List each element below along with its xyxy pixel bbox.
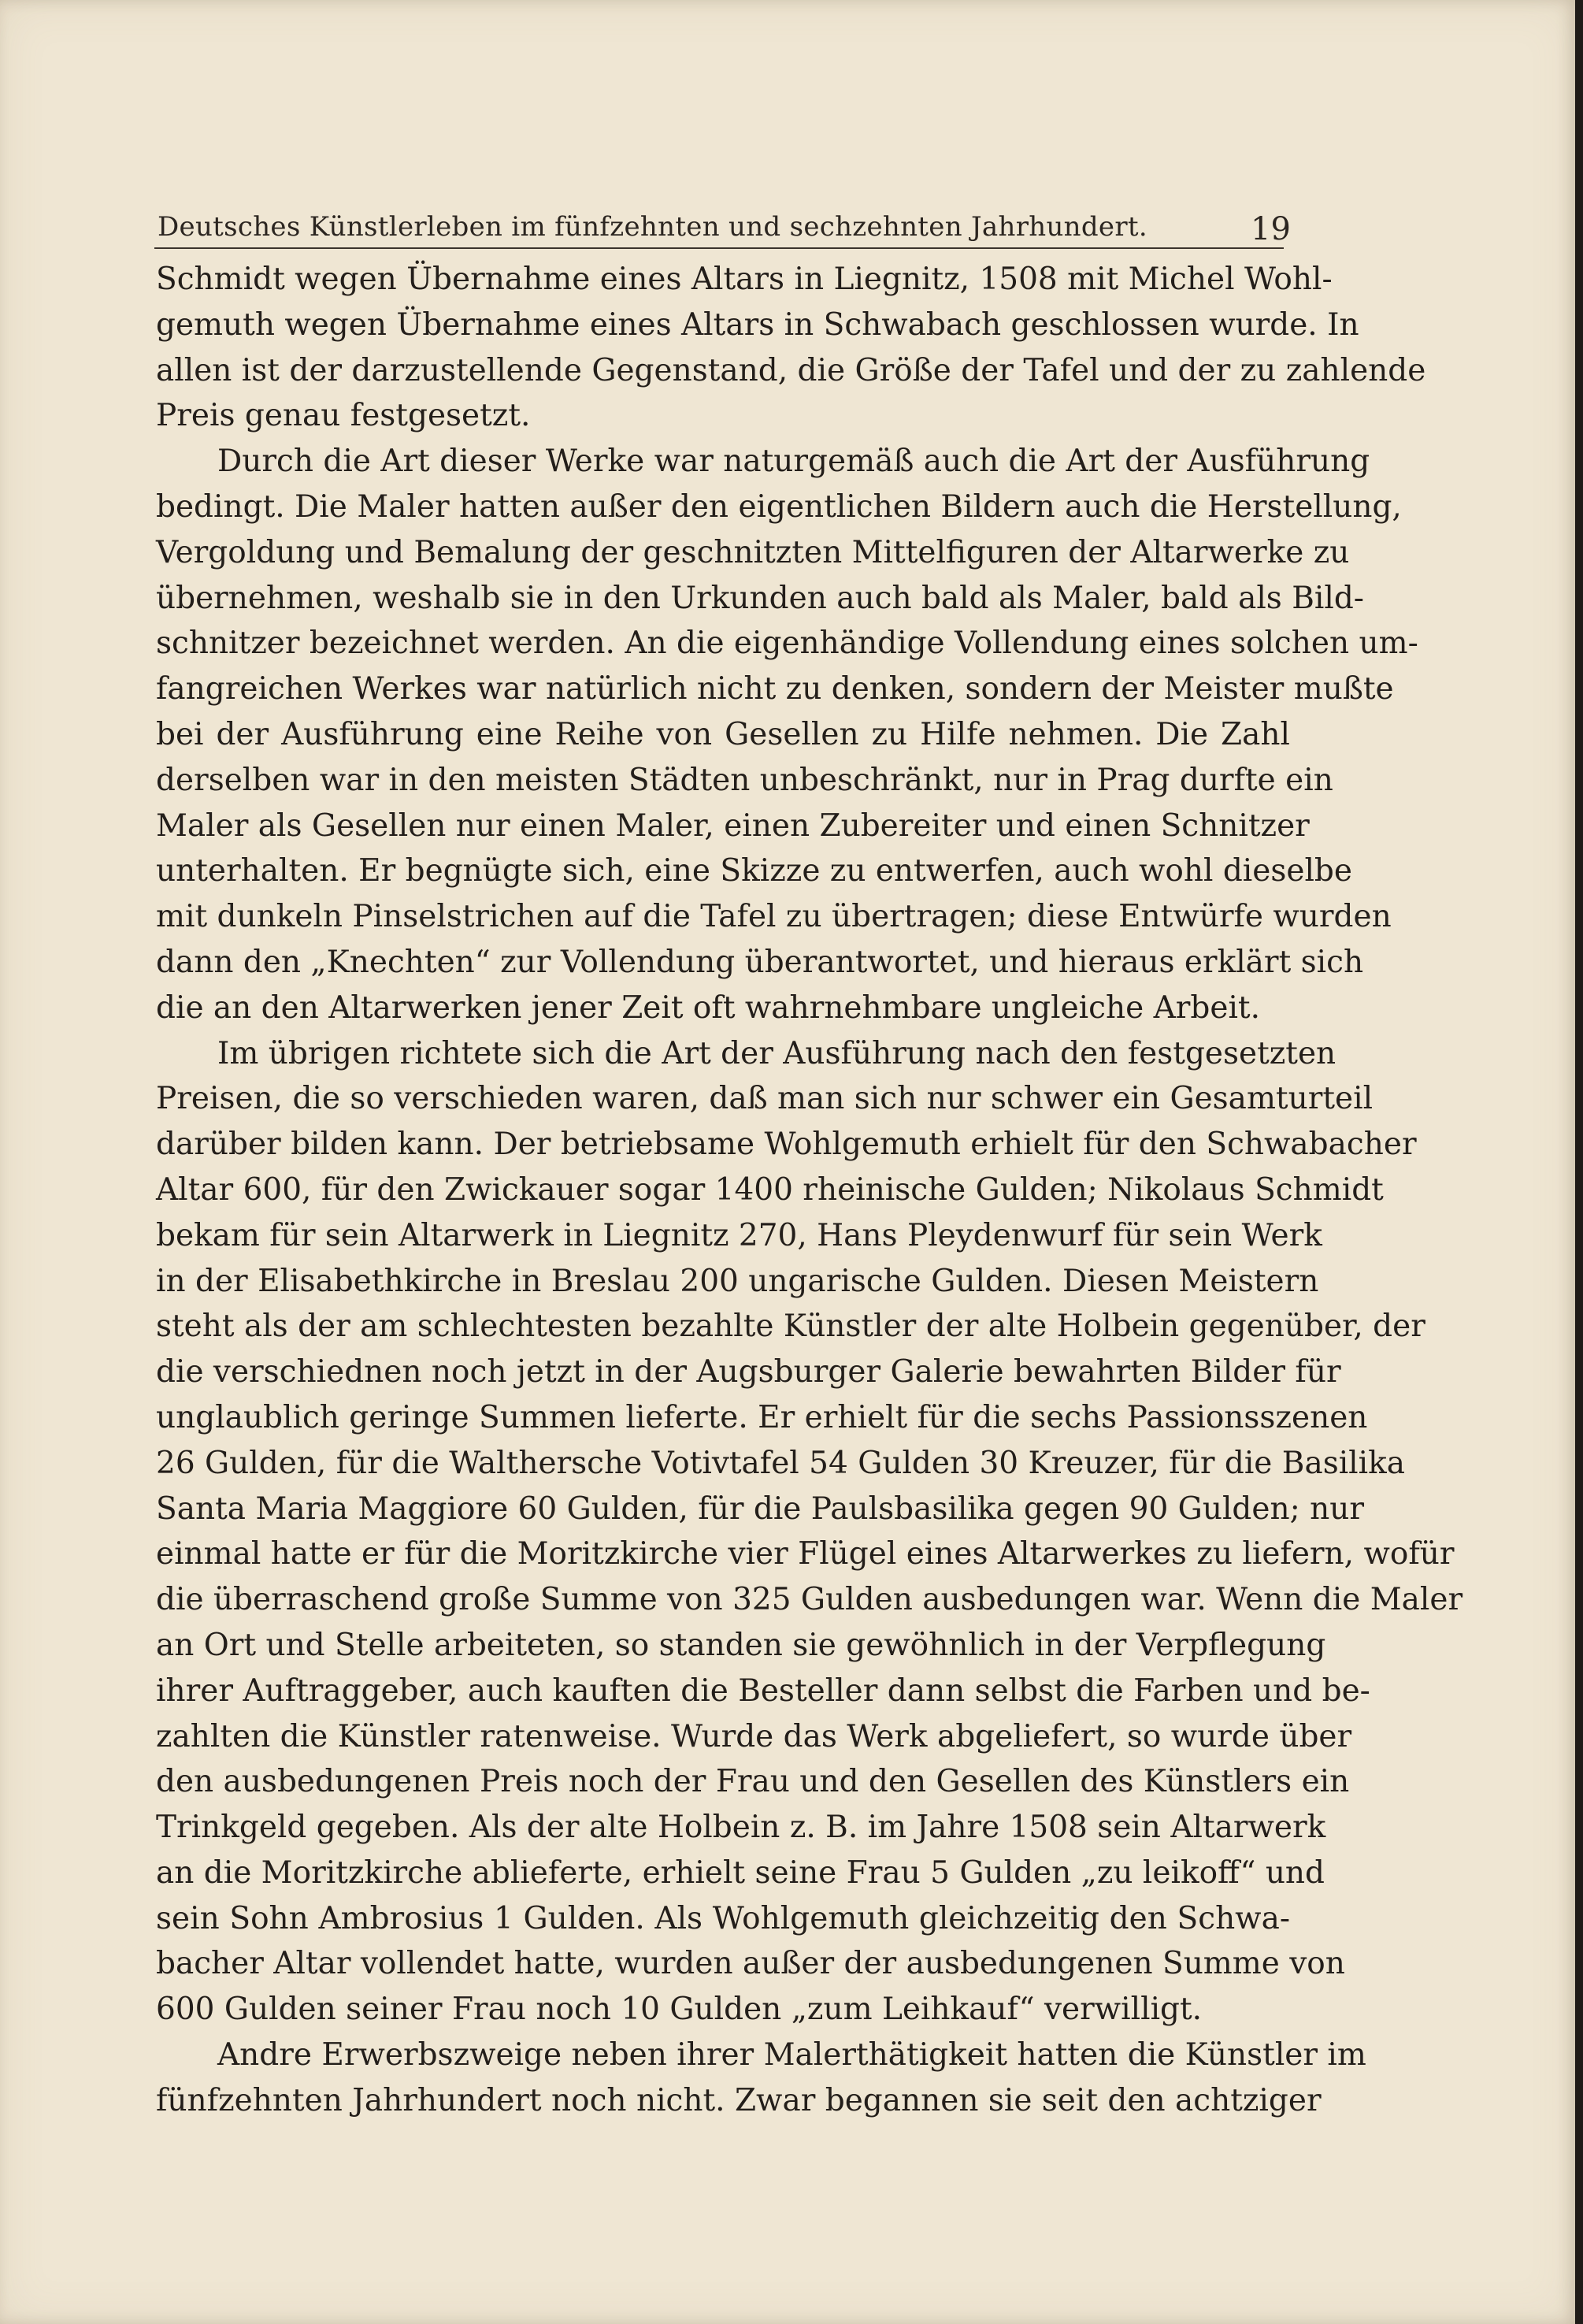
- text-line: schnitzer bezeichnet werden. An die eigenhändige Vollendung eines solchen um-: [156, 626, 1418, 662]
- page-number: 19: [1251, 211, 1291, 247]
- text-line: einmal hatte er für die Moritzkirche vier Flügel eines Altarwerkes zu liefern, wofür: [156, 1536, 1455, 1572]
- text-line: an die Moritzkirche ablieferte, erhielt seine Frau 5 Gulden „zu leikoff“ und: [156, 1854, 1325, 1891]
- text-line: unterhalten. Er begnügte sich, eine Skizze zu entwerfen, auch wohl dieselbe: [156, 853, 1352, 889]
- text-line: Im übrigen richtete sich die Art der Ausführung nach den festgesetzten: [217, 1035, 1336, 1071]
- text-line: bekam für sein Altarwerk in Liegnitz 270, Hans Pleydenwurf für sein Werk: [156, 1217, 1322, 1253]
- text-line: zahlten die Künstler ratenweise. Wurde das Werk abgeliefert, so wurde über: [156, 1718, 1352, 1754]
- text-line: bei der Ausführung eine Reihe von Gesellen zu Hilfe nehmen. Die Zahl: [156, 716, 1290, 752]
- text-line: fangreichen Werkes war natürlich nicht zu denken, sondern der Meister mußte: [156, 671, 1394, 707]
- text-line: sein Sohn Ambrosius 1 Gulden. Als Wohlgemuth gleichzeitig den Schwa-: [156, 1900, 1290, 1936]
- text-line: steht als der am schlechtesten bezahlte Künstler der alte Holbein gegenüber, der: [156, 1309, 1425, 1345]
- text-line: ihrer Auftraggeber, auch kauften die Besteller dann selbst die Farben und be-: [156, 1672, 1370, 1709]
- text-line: in der Elisabethkirche in Breslau 200 ungarische Gulden. Diesen Meistern: [156, 1263, 1319, 1299]
- text-line: fünfzehnten Jahrhundert noch nicht. Zwar begannen sie seit den achtziger: [156, 2082, 1322, 2118]
- text-line: Maler als Gesellen nur einen Maler, einen Zubereiter und einen Schnitzer: [156, 807, 1310, 844]
- text-line: gemuth wegen Übernahme eines Altars in Schwabach geschlossen wurde. In: [156, 306, 1359, 343]
- paragraph-2: [156, 439, 1418, 1030]
- text-line: Altar 600, für den Zwickauer sogar 1400 rheinische Gulden; Nikolaus Schmidt: [156, 1171, 1384, 1208]
- text-line: Preis genau festgesetzt.: [156, 398, 531, 434]
- text-line: 600 Gulden seiner Frau noch 10 Gulden „zum Leihkauf“ verwilligt.: [156, 1992, 1203, 2028]
- text-line: die verschiednen noch jetzt in der Augsburger Galerie bewahrten Bilder für: [156, 1354, 1341, 1390]
- paragraph-1: [156, 257, 1426, 439]
- page-edge: [1575, 0, 1583, 2324]
- text-line: bedingt. Die Maler hatten außer den eigentlichen Bildern auch die Herstellung,: [156, 488, 1402, 525]
- text-line: derselben war in den meisten Städten unbeschränkt, nur in Prag durfte ein: [156, 762, 1333, 798]
- paragraph-4: [156, 2033, 1366, 2124]
- header-rule: [154, 247, 1284, 249]
- text-line: den ausbedungenen Preis noch der Frau und den Gesellen des Künstlers ein: [156, 1764, 1350, 1800]
- text-line: allen ist der darzustellende Gegenstand, die Größe der Tafel und der zu zahlende: [156, 352, 1426, 388]
- text-line: dann den „Knechten“ zur Vollendung überantwortet, und hieraus erklärt sich: [156, 944, 1364, 980]
- text-line: Santa Maria Maggiore 60 Gulden, für die Paulsbasilika gegen 90 Gulden; nur: [156, 1491, 1365, 1527]
- text-line: übernehmen, weshalb sie in den Urkunden auch bald als Maler, bald als Bild-: [156, 580, 1364, 616]
- text-line: 26 Gulden, für die Walthersche Votivtafel 54 Gulden 30 Kreuzer, für die Basilika: [156, 1445, 1406, 1481]
- text-line: mit dunkeln Pinselstrichen auf die Tafel zu übertragen; diese Entwürfe wurden: [156, 899, 1392, 935]
- paragraph-3: [156, 1031, 1463, 2033]
- text-line: Schmidt wegen Übernahme eines Altars in Liegnitz, 1508 mit Michel Wohl-: [156, 262, 1333, 297]
- text-line: bacher Altar vollendet hatte, wurden außer der ausbedungenen Summe von: [156, 1946, 1345, 1982]
- text-line: unglaublich geringe Summen lieferte. Er erhielt für die sechs Passionsszenen: [156, 1399, 1368, 1435]
- text-line: Preisen, die so verschieden waren, daß man sich nur schwer ein Gesamturteil: [156, 1081, 1374, 1117]
- text-line: die an den Altarwerken jener Zeit oft wahrnehmbare ungleiche Arbeit.: [156, 989, 1260, 1026]
- text-line: die überraschend große Summe von 325 Gulden ausbedungen war. Wenn die Maler: [156, 1582, 1463, 1618]
- text-line: darüber bilden kann. Der betriebsame Wohlgemuth erhielt für den Schwabacher: [156, 1127, 1417, 1163]
- text-line: Andre Erwerbszweige neben ihrer Malerthätigkeit hatten die Künstler im: [217, 2037, 1366, 2073]
- running-header: Deutsches Künstlerleben im fünfzehnten und sechzehnten Jahrhundert.: [158, 211, 1147, 243]
- text-line: Durch die Art dieser Werke war naturgemäß auch die Art der Ausführung: [217, 444, 1370, 480]
- text-line: Trinkgeld gegeben. Als der alte Holbein z. B. im Jahre 1508 sein Altarwerk: [156, 1810, 1326, 1846]
- body-text: [156, 257, 1463, 2124]
- text-line: Vergoldung und Bemalung der geschnitzten Mittelfiguren der Altarwerke zu: [156, 534, 1350, 570]
- text-line: an Ort und Stelle arbeiteten, so standen sie gewöhnlich in der Verpflegung: [156, 1627, 1326, 1663]
